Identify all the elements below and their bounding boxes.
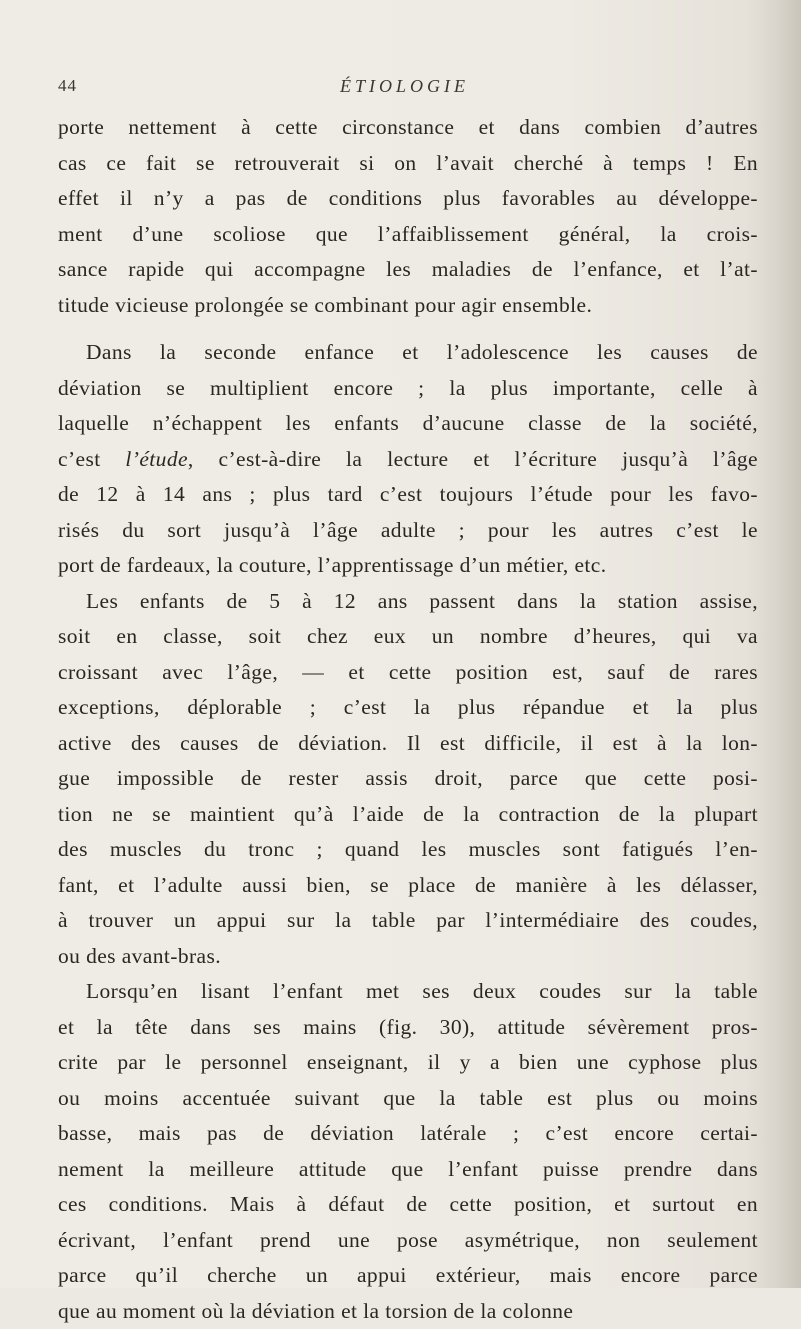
text-line: Dans la seconde enfance et l’adolescence les causes de <box>58 335 758 371</box>
text-line: Lorsqu’en lisant l’enfant met ses deux coudes sur la table <box>58 974 758 1010</box>
paragraph <box>58 110 758 323</box>
text-line: cas ce fait se retrouverait si on l’avait cherché à temps ! En <box>58 146 758 182</box>
text-line: fant, et l’adulte aussi bien, se place de manière à les délasser, <box>58 868 758 904</box>
text-line: gue impossible de rester assis droit, parce que cette posi- <box>58 761 758 797</box>
text-line: port de fardeaux, la couture, l’apprentissage d’un métier, etc. <box>58 548 758 584</box>
text-line: nement la meilleure attitude que l’enfant puisse prendre dans <box>58 1152 758 1188</box>
text-line: crite par le personnel enseignant, il y a bien une cyphose plus <box>58 1045 758 1081</box>
page-header <box>58 76 758 106</box>
page-number: 44 <box>58 76 77 96</box>
text-line: que au moment où la déviation et la torsion de la colonne <box>58 1294 758 1329</box>
paragraph <box>58 974 758 1329</box>
text-line: c’est l’étude, c’est-à-dire la lecture et l’écriture jusqu’à l’âge <box>58 442 758 478</box>
text-line: de 12 à 14 ans ; plus tard c’est toujours l’étude pour les favo- <box>58 477 758 513</box>
text-line: déviation se multiplient encore ; la plus importante, celle à <box>58 371 758 407</box>
text-line: sance rapide qui accompagne les maladies de l’enfance, et l’at- <box>58 252 758 288</box>
paragraph <box>58 584 758 975</box>
text-line: et la tête dans ses mains (fig. 30), attitude sévèrement pros- <box>58 1010 758 1046</box>
paragraph <box>58 335 758 584</box>
body-text <box>58 110 758 1329</box>
text-line: Les enfants de 5 à 12 ans passent dans la station assise, <box>58 584 758 620</box>
text-line: laquelle n’échappent les enfants d’aucune classe de la société, <box>58 406 758 442</box>
text-line: ou moins accentuée suivant que la table est plus ou moins <box>58 1081 758 1117</box>
text-line: ou des avant-bras. <box>58 939 758 975</box>
text-line: basse, mais pas de déviation latérale ; c’est encore certai- <box>58 1116 758 1152</box>
text-line: soit en classe, soit chez eux un nombre d’heures, qui va <box>58 619 758 655</box>
running-title: ÉTIOLOGIE <box>340 76 469 97</box>
text-line: effet il n’y a pas de conditions plus favorables au développe- <box>58 181 758 217</box>
text-line: ment d’une scoliose que l’affaiblissement général, la crois- <box>58 217 758 253</box>
text-line: écrivant, l’enfant prend une pose asymétrique, non seulement <box>58 1223 758 1259</box>
text-line: des muscles du tronc ; quand les muscles sont fatigués l’en- <box>58 832 758 868</box>
text-line: porte nettement à cette circonstance et dans combien d’autres <box>58 110 758 146</box>
text-line: titude vicieuse prolongée se combinant pour agir ensemble. <box>58 288 758 324</box>
text-line: risés du sort jusqu’à l’âge adulte ; pour les autres c’est le <box>58 513 758 549</box>
text-line: croissant avec l’âge, — et cette position est, sauf de rares <box>58 655 758 691</box>
text-line: tion ne se maintient qu’à l’aide de la contraction de la plupart <box>58 797 758 833</box>
text-line: active des causes de déviation. Il est difficile, il est à la lon- <box>58 726 758 762</box>
text-line: ces conditions. Mais à défaut de cette position, et surtout en <box>58 1187 758 1223</box>
text-line: parce qu’il cherche un appui extérieur, mais encore parce <box>58 1258 758 1294</box>
text-line: exceptions, déplorable ; c’est la plus répandue et la plus <box>58 690 758 726</box>
text-line: à trouver un appui sur la table par l’intermédiaire des coudes, <box>58 903 758 939</box>
